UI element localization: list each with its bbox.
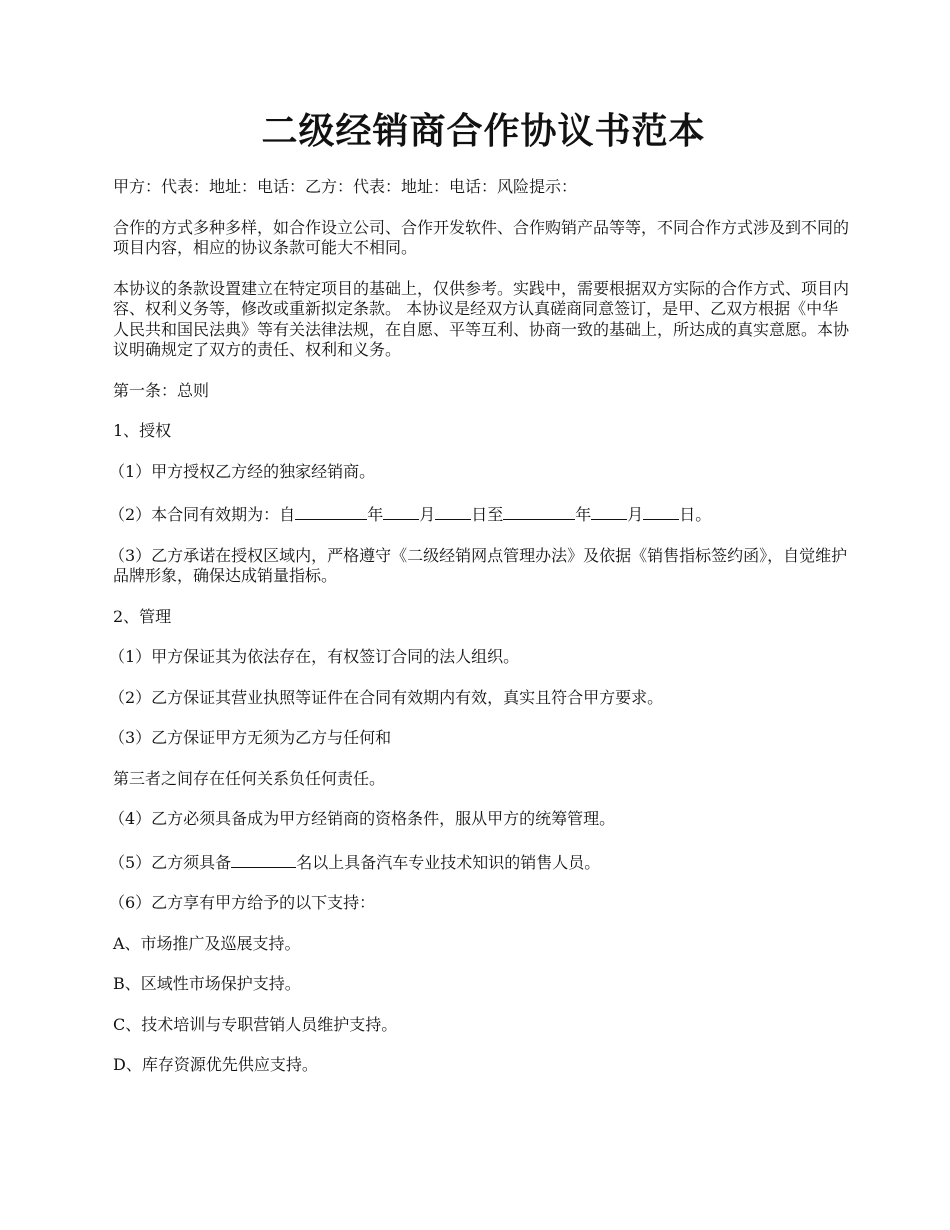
clause-1-2-prefix: （2）本合同有效期为：自	[109, 505, 296, 525]
clause-2-1: （1）甲方保证其为依法存在，有权签订合同的法人组织。	[109, 647, 520, 667]
end-month-label: 月	[627, 505, 644, 525]
clause-2-6: （6）乙方享有甲方给予的以下支持：	[109, 893, 376, 913]
clause-2-5	[109, 850, 854, 874]
end-day-blank	[643, 502, 679, 520]
section-1-heading: 1、授权	[113, 421, 172, 441]
support-item-d: D、库存资源优先供应支持。	[113, 1055, 318, 1075]
article-1-heading: 第一条：总则	[113, 380, 210, 400]
start-day-label: 日至	[471, 505, 504, 525]
clause-2-3: （3）乙方保证甲方无须为乙方与任何和	[109, 728, 392, 748]
clause-2-3-continued: 第三者之间存在任何关系负任何责任。	[113, 768, 386, 788]
section-2-heading: 2、管理	[113, 606, 172, 626]
intro-paragraph-2: 本协议的条款设置建立在特定项目的基础上，仅供参考。实践中，需要根据双方实际的合作方式、项目内容、权利义务等，修改或重新拟定条款。 本协议是经双方认真磋商同意签订，是甲、乙双方根据《中华人民共和国民法典》等有关法律法规，在自愿、平等互利、协商一致的基础上，所达成的真实意愿。本协议明确规定了双方的责任、权利和义务。	[113, 278, 850, 360]
support-item-a: A、市场推广及巡展支持。	[113, 933, 301, 953]
end-day-label: 日。	[679, 505, 712, 525]
end-year-blank	[503, 502, 575, 520]
clause-2-5-prefix: （5）乙方须具备	[109, 852, 232, 872]
parties-line: 甲方：代表：地址：电话：乙方：代表：地址：电话：风险提示：	[113, 177, 578, 197]
start-year-label: 年	[367, 505, 384, 525]
document-title: 二级经销商合作协议书范本	[261, 110, 706, 152]
end-month-blank	[591, 502, 627, 520]
clause-1-1: （1）甲方授权乙方经的独家经销商。	[109, 461, 376, 481]
start-month-blank	[383, 502, 419, 520]
start-month-label: 月	[419, 505, 436, 525]
support-item-c: C、技术培训与专职营销人员维护支持。	[113, 1014, 398, 1034]
start-day-blank	[435, 502, 471, 520]
clause-1-3: （3）乙方承诺在授权区域内，严格遵守《二级经销网点管理办法》及依据《销售指标签约函》，自觉维护品牌形象，确保达成销量指标。	[109, 545, 848, 586]
support-item-b: B、区域性市场保护支持。	[113, 974, 301, 994]
start-year-blank	[295, 502, 367, 520]
clause-2-4: （4）乙方必须具备成为甲方经销商的资格条件，服从甲方的统筹管理。	[109, 809, 616, 829]
clause-2-2: （2）乙方保证其营业执照等证件在合同有效期内有效，真实且符合甲方要求。	[109, 687, 664, 707]
clause-1-2	[109, 502, 854, 526]
staff-count-blank	[231, 850, 296, 868]
intro-paragraph-1: 合作的方式多种多样，如合作设立公司、合作开发软件、合作购销产品等等，不同合作方式涉及到不同的项目内容，相应的协议条款可能大不相同。	[113, 217, 850, 258]
end-year-label: 年	[575, 505, 592, 525]
clause-2-5-suffix: 名以上具备汽车专业技术知识的销售人员。	[296, 852, 601, 872]
